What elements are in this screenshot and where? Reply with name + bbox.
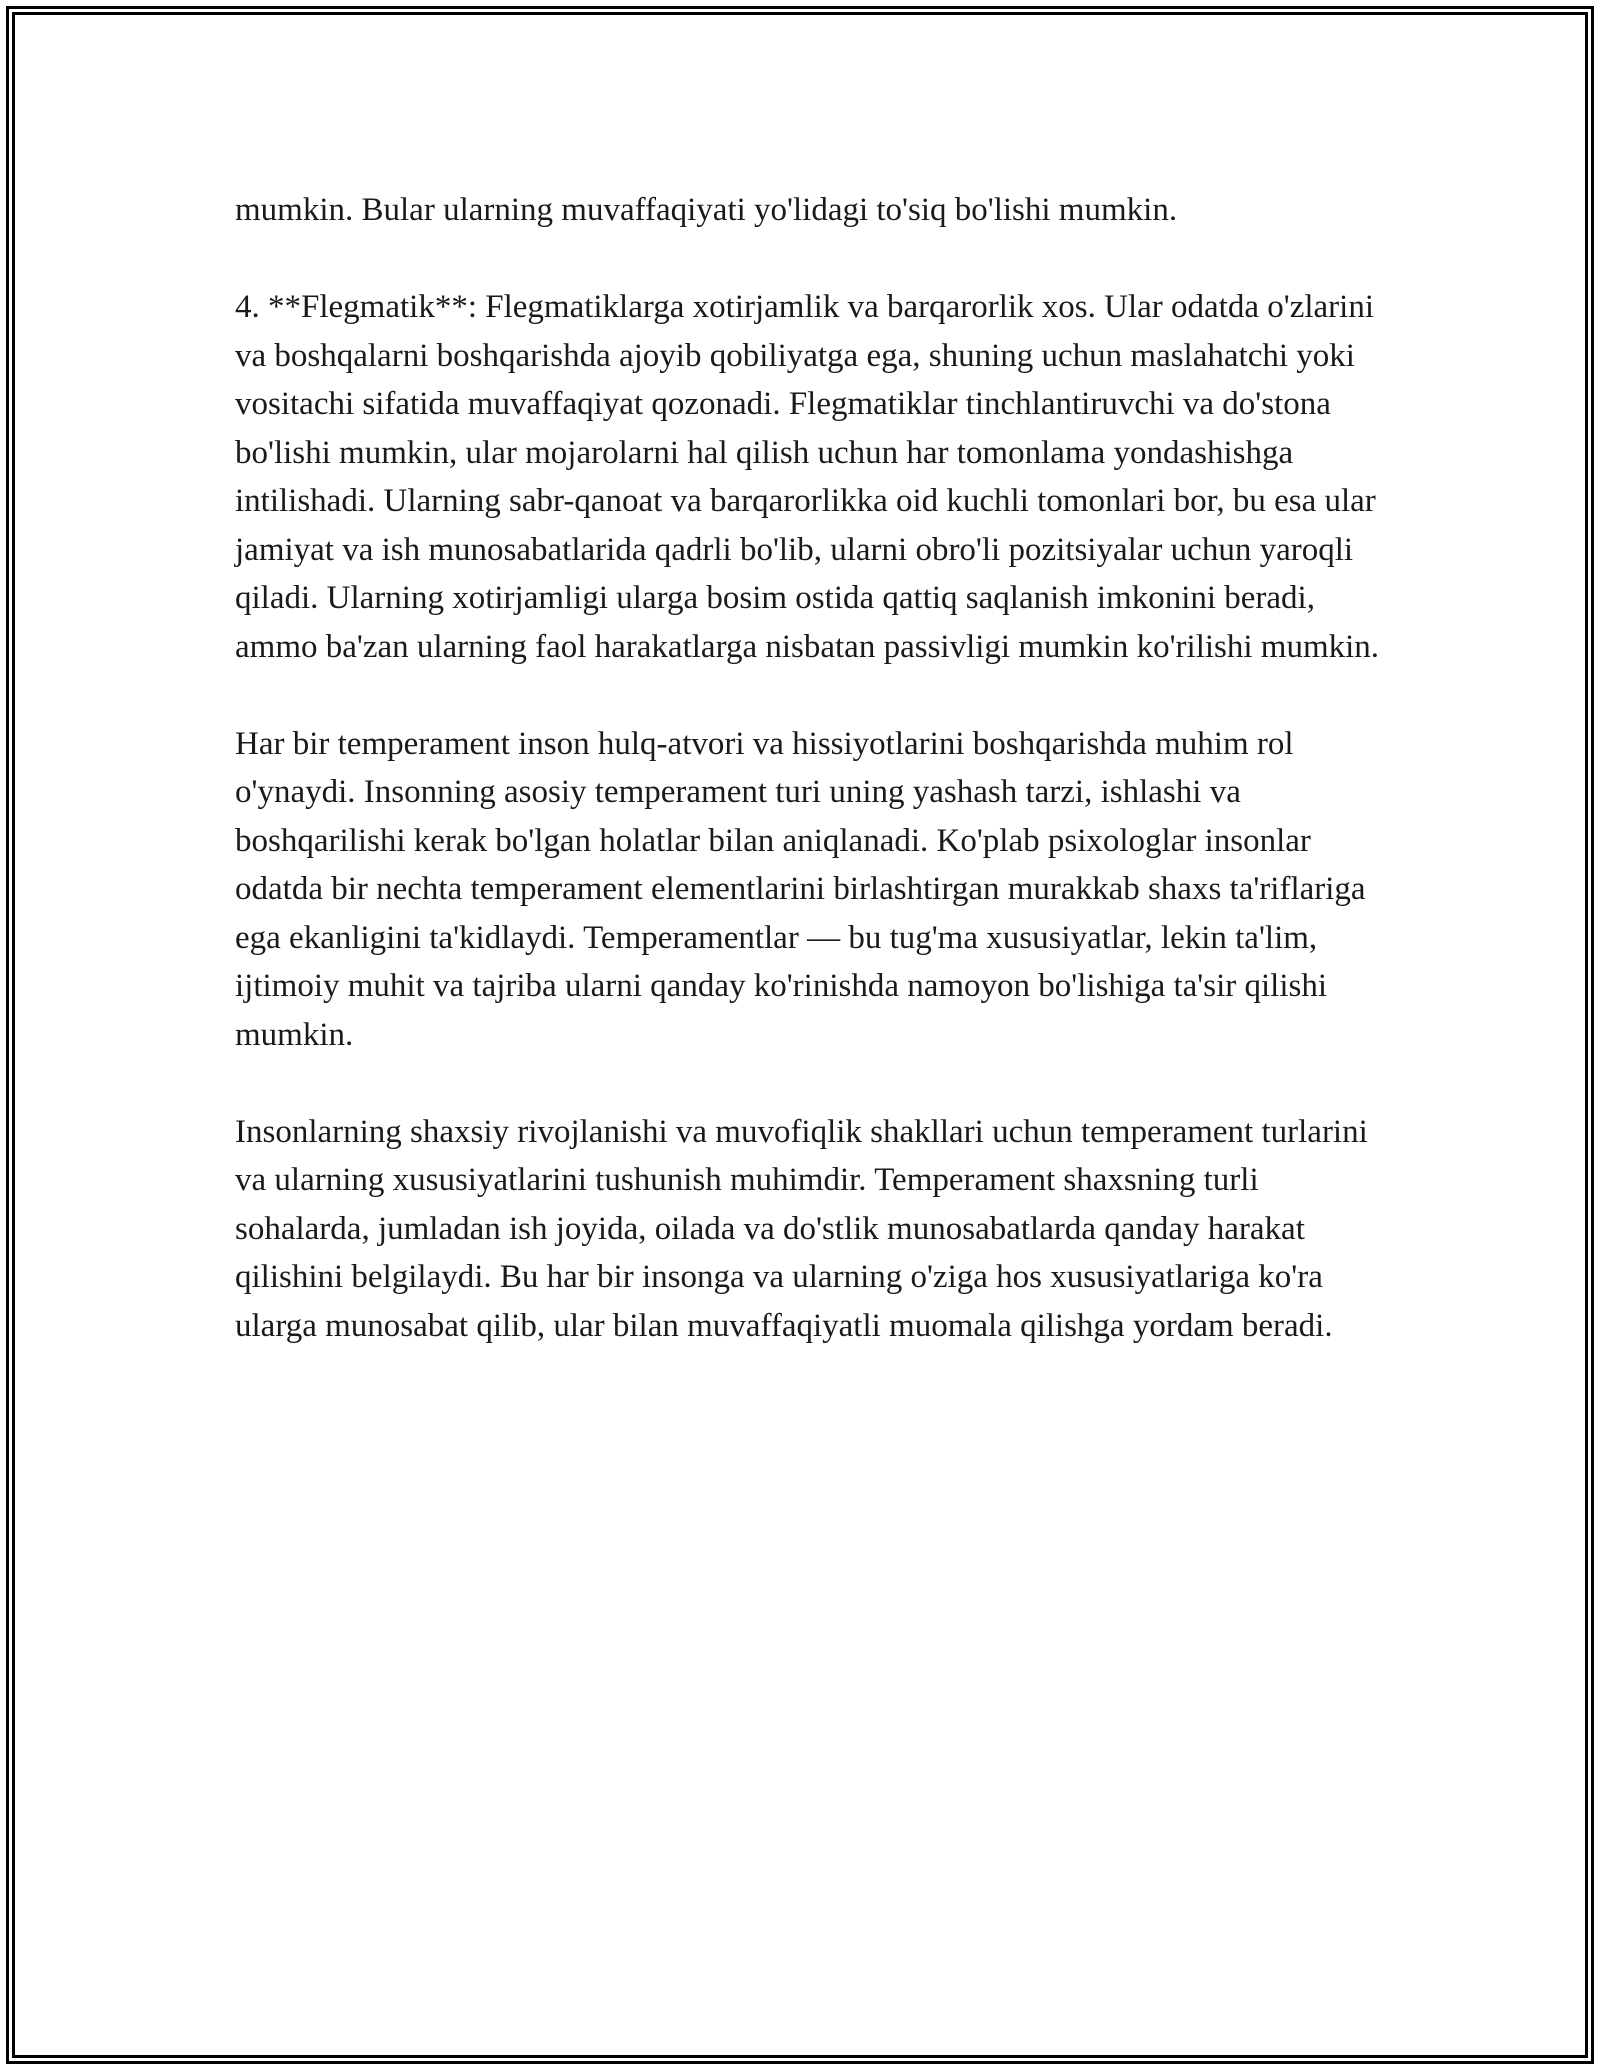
document-body (235, 186, 1385, 1350)
paragraph-temperament-role: Har bir temperament inson hulq-atvori va hissiyotlarini boshqarishda muhim rol o'ynaydi. Insonning asosiy temperament turi uning yashash tarzi, ishlashi va boshqarilishi kerak bo'lgan holatlar bilan aniqlanadi. Ko'plab psixologlar insonlar odatda bir nechta temperament elementlarini birlashtirgan murakkab shaxs ta'riflariga ega ekanligini ta'kidlaydi. Temperamentlar — bu tug'ma xususiyatlar, lekin ta'lim, ijtimoiy muhit va tajriba ularni qanday ko'rinishda namoyon bo'lishiga ta'sir qilishi mumkin. (235, 725, 1366, 1053)
paragraph-flegmatik: 4. **Flegmatik**: Flegmatiklarga xotirjamlik va barqarorlik xos. Ular odatda o'zlarini va boshqalarni boshqarishda ajoyib qobiliyatga ega, shuning uchun maslahatchi yoki vositachi sifatida muvaffaqiyat qozonadi. Flegmatiklar tinchlantiruvchi va do'stona bo'lishi mumkin, ular mojarolarni hal qilish uchun har tomonlama yondashishga intilishadi. Ularning sabr-qanoat va barqarorlikka oid kuchli tomonlari bor, bu esa ular jamiyat va ish munosabatlarida qadrli bo'lib, ularni obro'li pozitsiyalar uchun yaroqli qiladi. Ularning xotirjamligi ularga bosim ostida qattiq saqlanish imkonini beradi, ammo ba'zan ularning faol harakatlarga nisbatan passivligi mumkin ko'rilishi mumkin. (235, 289, 1380, 665)
paragraph-personal-development: Insonlarning shaxsiy rivojlanishi va muvofiqlik shakllari uchun temperament turlarini va ularning xususiyatlarini tushunish muhimdir. Temperament shaxsning turli sohalarda, jumladan ish joyida, oilada va do'stlik munosabatlarda qanday harakat qilishini belgilaydi. Bu har bir insonga va ularning o'ziga hos xususiyatlariga ko'ra ularga munosabat qilib, ular bilan muvaffaqiyatli muomala qilishga yordam beradi. (235, 1113, 1368, 1344)
paragraph-continuation: mumkin. Bular ularning muvaffaqiyati yo'lidagi to'siq bo'lishi mumkin. (235, 192, 1178, 228)
